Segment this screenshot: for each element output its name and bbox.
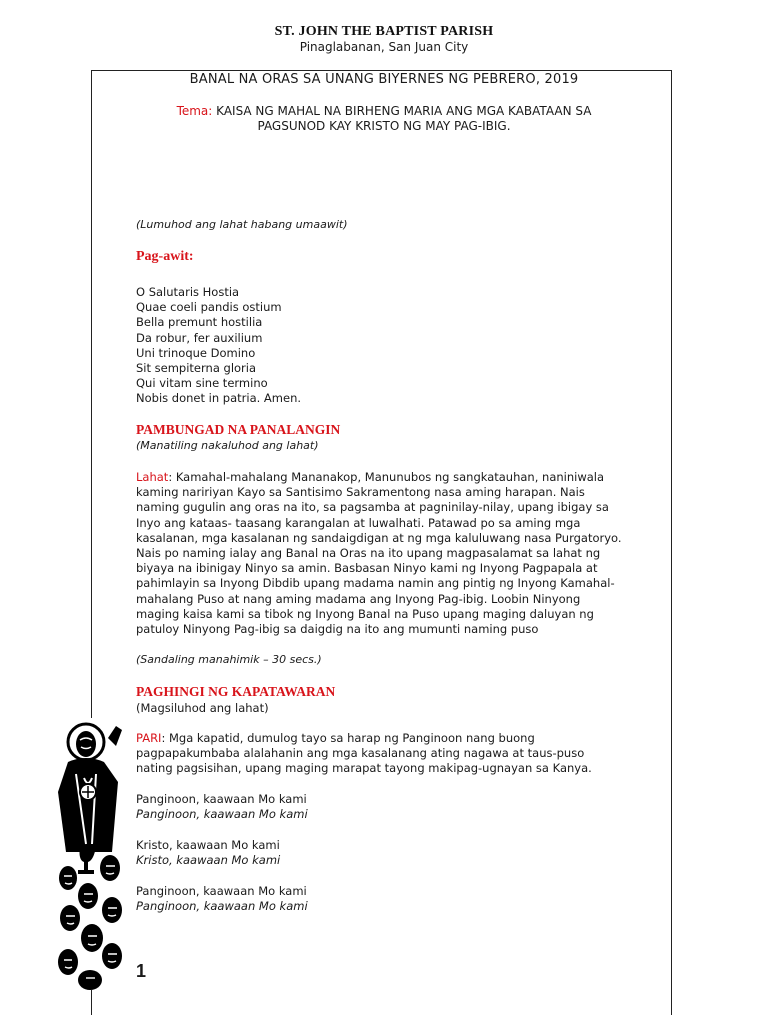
tema-block	[0, 104, 768, 134]
response-call: Panginoon, kaawaan Mo kami	[136, 792, 307, 806]
prayer-line: Nais po naming ialay ang Banal na Oras na ito upang magpasalamat sa lahat ng	[136, 546, 601, 561]
prayer-line: maging kaisa kami sa tibok ng Inyong Banal na Puso upang maging daluyan ng	[136, 606, 594, 621]
pause-note: (Sandaling manahimik – 30 secs.)	[136, 653, 322, 666]
paghingi-heading: PAGHINGI NG KAPATAWARAN	[136, 684, 336, 699]
prayer-line: kasalanan, mga kasalanan ng sandaigdigan at ng mga kaluluwang nasa Purgatoryo.	[136, 530, 622, 545]
intro-note: (Lumuhod ang lahat habang umaawit)	[136, 218, 348, 231]
prayer-line: kaming naririyan Kayo sa Santisimo Sakramentong nasa aming harapan. Nais	[136, 485, 585, 500]
pagawit-heading: Pag-awit:	[136, 249, 194, 264]
prayer-line: biyaya na ibinigay Ninyo sa amin. Basbasan Ninyo kami ng Inyong Pagpapala at	[136, 561, 598, 576]
song-line: Sit sempiterna gloria	[136, 361, 257, 376]
song-line: Qui vitam sine termino	[136, 376, 268, 391]
parish-city: Pinaglabanan, San Juan City	[299, 40, 469, 54]
prayer-line: PARI: Mga kapatid, dumulog tayo sa harap ng Panginoon nang buong	[136, 731, 535, 745]
response-reply: Panginoon, kaawaan Mo kami	[136, 807, 308, 822]
response-2	[136, 838, 280, 868]
prayer-line: mahalang Puso at nang aming madama ang Inyong Pag-ibig. Loobin Ninyong	[136, 591, 581, 606]
prayer-line: naming gugulin ang oras na ito, sa pagsamba at pagninilay-nilay, upang ibigay sa	[136, 500, 609, 515]
response-3	[136, 884, 308, 914]
prayer-line: pagpapakumbaba alalahanin ang mga kasalanang ating nagawa at taus-puso	[136, 746, 585, 761]
response-call: Kristo, kaawaan Mo kami	[136, 838, 280, 852]
tema-line-2: PAGSUNOD KAY KRISTO NG MAY PAG-IBIG.	[257, 119, 511, 133]
response-1	[136, 792, 308, 822]
prayer-line: nating pagsisihan, upang maging marapat tayong makipag-ugnayan sa Kanya.	[136, 761, 592, 776]
prayer-line: pahimlayin sa Inyong Dibdib upang madama namin ang pintig ng Inyong Kamahal-	[136, 576, 615, 591]
parish-name: ST. JOHN THE BAPTIST PARISH	[274, 24, 494, 39]
song-lyrics	[136, 285, 301, 407]
tema-line-1: Tema: KAISA NG MAHAL NA BIRHENG MARIA ANG MGA KABATAAN SA	[176, 104, 592, 118]
page-number: 1	[136, 961, 147, 981]
song-line: Uni trinoque Domino	[136, 345, 256, 360]
song-line: Bella premunt hostilia	[136, 315, 263, 330]
song-line: Da robur, fer auxilium	[136, 330, 263, 345]
response-call: Panginoon, kaawaan Mo kami	[136, 884, 307, 898]
paghingi-note: (Magsiluhod ang lahat)	[136, 701, 269, 715]
response-reply: Kristo, kaawaan Mo kami	[136, 853, 281, 868]
prayer-line: Inyo ang kataas- taasang karangalan at luwalhati. Patawad po sa aming mga	[136, 515, 581, 530]
song-line: Nobis donet in patria. Amen.	[136, 391, 302, 406]
response-reply: Panginoon, kaawaan Mo kami	[136, 899, 308, 914]
speaker-lahat: Lahat	[136, 470, 169, 484]
speaker-pari: PARI	[136, 731, 162, 745]
prayer-line: patuloy Ninyong Pag-ibig sa daigdig na ito ang mumunti naming puso	[136, 622, 539, 637]
song-line: Quae coeli pandis ostium	[136, 300, 282, 315]
pambungad-heading: PAMBUNGAD NA PANALANGIN	[136, 422, 341, 437]
document-title: BANAL NA ORAS SA UNANG BIYERNES NG PEBRERO, 2019	[189, 72, 579, 87]
tema-label: Tema:	[176, 104, 213, 118]
pari-prayer	[136, 731, 592, 777]
christ-eucharist-illustration	[58, 718, 128, 990]
song-line: O Salutaris Hostia	[136, 285, 240, 299]
pambungad-note: (Manatiling nakaluhod ang lahat)	[136, 439, 319, 452]
pambungad-prayer	[136, 470, 622, 637]
prayer-line: Lahat: Kamahal-mahalang Mananakop, Manunubos ng sangkatauhan, naniniwala	[136, 470, 605, 484]
